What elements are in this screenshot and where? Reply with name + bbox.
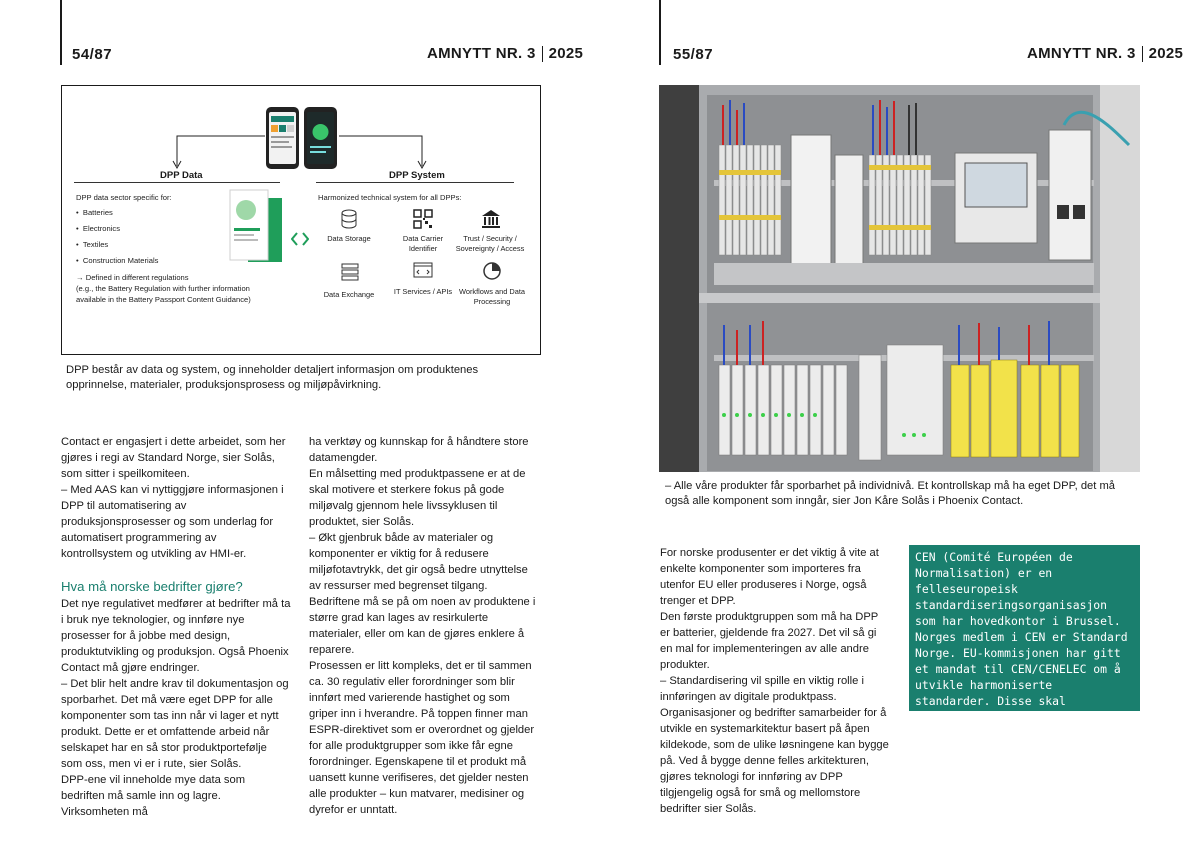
dpp-system-subtitle: Harmonized technical system for all DPPs: (318, 193, 462, 202)
paragraph: – Økt gjenbruk både av materialer og komponenter er viktig for å redusere miljøfotavtrykk, det gir også bedre utnyttelse av ressurser med begrenset tilgang. Bedriftene må se på om noen av produktene i større grad kan lages av resirkulerte materialer, eller om kan de gjøres enklere å reparere. (309, 532, 536, 656)
right-page-number: 55/87 (673, 46, 714, 63)
paragraph: Contact er engasjert i dette arbeidet, som her gjøres i regi av Standard Norge, sier Solås, som sitter i speilkomiteen. (61, 436, 286, 480)
dpp-data-item: • Construction Materials (76, 256, 159, 265)
control-cabinet-photo (659, 85, 1140, 472)
article-column-3 (660, 545, 890, 817)
dpp-data-title: DPP Data (160, 170, 203, 181)
magazine-title: AMNYTT NR. 3 (427, 45, 536, 62)
divider (316, 182, 514, 183)
chevron-exchange-icon (291, 232, 309, 246)
dpp-data-note: → Defined in different regulations (e.g., the Battery Regulation with further information available in the Battery Passport Content Guidance) (76, 273, 251, 304)
system-item-label: Trust / Security / Sovereignty / Access (455, 234, 525, 253)
section-heading: Hva må norske bedrifter gjøre? (61, 579, 243, 594)
figure-caption: DPP består av data og system, og inneholder detaljert informasjon om produktenes opprinnelse, materialer, produksjonsprosess og miljøpåvirkning. (66, 364, 479, 391)
dpp-diagram (61, 85, 541, 355)
control-cabinet-image (659, 85, 1140, 472)
database-icon (340, 209, 358, 229)
system-item-label: Workflows and Data Processing (459, 287, 525, 306)
dpp-data-item: • Batteries (76, 208, 113, 217)
paragraph: En målsetting med produktpassene er at de skal motivere et sterkere fokus på gode miljøvalg gjennom hele livssyklusen til produktet, sier Solås. (309, 468, 526, 528)
institution-icon (481, 209, 501, 229)
factbox-text: CEN (Comité Européen de Normalisation) er en felleseuropeisk standardiseringsorganisasjon som har hovedkontor i Brussel. Norges medlem i CEN er Standard Norge. EU-kommisjonen har gitt et mandat til CEN/CENELEC om å utvikle harmoniserte standarder. Disse skal ferdigstilles og publiseres før 31. desember 2025. (915, 550, 1128, 740)
left-magazine-header (427, 45, 583, 62)
magazine-year: 2025 (1148, 45, 1184, 62)
dpp-data-item: • Textiles (76, 240, 109, 249)
magazine-title: AMNYTT NR. 3 (1027, 45, 1136, 62)
system-item-label: Data Storage (327, 234, 371, 243)
workflow-icon (482, 261, 502, 281)
qr-code-icon (413, 209, 433, 229)
left-page-number: 54/87 (72, 46, 113, 63)
article-column-1 (61, 434, 291, 820)
paragraph: – Med AAS kan vi nyttiggjøre informasjonen i DPP til automatisering av produksjonsprosesser og som underlag for automatisert programmering av kontrollsystem og utvikling av HMI-er. (61, 484, 284, 560)
magazine-year: 2025 (548, 45, 584, 62)
paragraph: For norske produsenter er det viktig å vite at enkelte komponenter som importeres fra utenfor EU eller produseres i Norge, også trenger et DPP. (660, 547, 879, 607)
paragraph: – Det blir helt andre krav til dokumentasjon og sporbarhet. Det må være eget DPP for alle komponenter som tas inn når vi lager et nytt produkt. Dette er et omfattende arbeid når selskapet har en så stor produktportefølje som oss, men vi er i rute, sier Solås. (61, 678, 289, 770)
connector-lines (62, 86, 540, 186)
dpp-data-item: • Electronics (76, 224, 121, 233)
dpp-system-title: DPP System (389, 170, 445, 181)
system-item-label: Data Exchange (323, 290, 375, 299)
right-page-rule (659, 0, 661, 65)
paragraph: DPP-ene vil inneholde mye data som bedriften må samle inn og lagre. Virksomheten må (61, 774, 246, 818)
api-icon (413, 262, 433, 278)
left-page-rule (60, 0, 62, 65)
dpp-data-subtitle: DPP data sector specific for: (76, 193, 172, 202)
paragraph: ha verktøy og kunnskap for å håndtere store datamengder. (309, 436, 529, 464)
system-item-label: Data Carrier Identifier (402, 234, 444, 253)
paragraph: Det nye regulativet medfører at bedrifter må ta i bruk nye teknologier, og innføre nye prosesser for å jobbe med design, produktutvikling og produksjon. Også Phoenix Contact må gjøre endringer. (61, 598, 291, 674)
data-exchange-icon (340, 262, 360, 282)
paragraph: Den første produktgruppen som må ha DPP er batterier, gjeldende fra 2027. Det vil så gi en mal for implementeringen av alle andre produkter. (660, 611, 879, 671)
paragraph: Prosessen er litt kompleks, det er til sammen ca. 30 regulativ eller forordninger som blir innført med varierende hastighet og som griper inn i hverandre. På toppen finner man ESPR-direktivet som er overordnet og gjelder for alle produktgrupper som ikke får egne forordninger. Egenskapene til et produkt må uansett kunne verifiseres, det gjelder nesten alle produkter – kun matvarer, medisiner og dyrefor er unntatt. (309, 660, 535, 816)
battery-passport-document-icon (228, 188, 284, 268)
cen-factbox (909, 545, 1140, 740)
photo-caption: – Alle våre produkter får sporbarhet på individnivå. Et kontrollskap må ha eget DPP, det må også alle komponent som inngår, sier Jon Kåre Solås i Phoenix Contact. (665, 480, 1116, 507)
divider (74, 182, 280, 183)
right-magazine-header (1027, 45, 1183, 62)
paragraph: – Standardisering vil spille en viktig rolle i innføringen av digitale produktpass. Organisasjoner og bedrifter samarbeider for å utvikle en systemarkitektur basert på åpen kildekode, som de ulike løsningene kan bygge på. Ved å bygge denne felles arkitekturen, gjøres teknologi for innføring av DPP tilgjengelig også for små og mellomstore bedrifter sier Solås. (660, 675, 889, 815)
system-item-label: IT Services / APIs (393, 287, 453, 296)
article-column-2 (309, 434, 539, 818)
